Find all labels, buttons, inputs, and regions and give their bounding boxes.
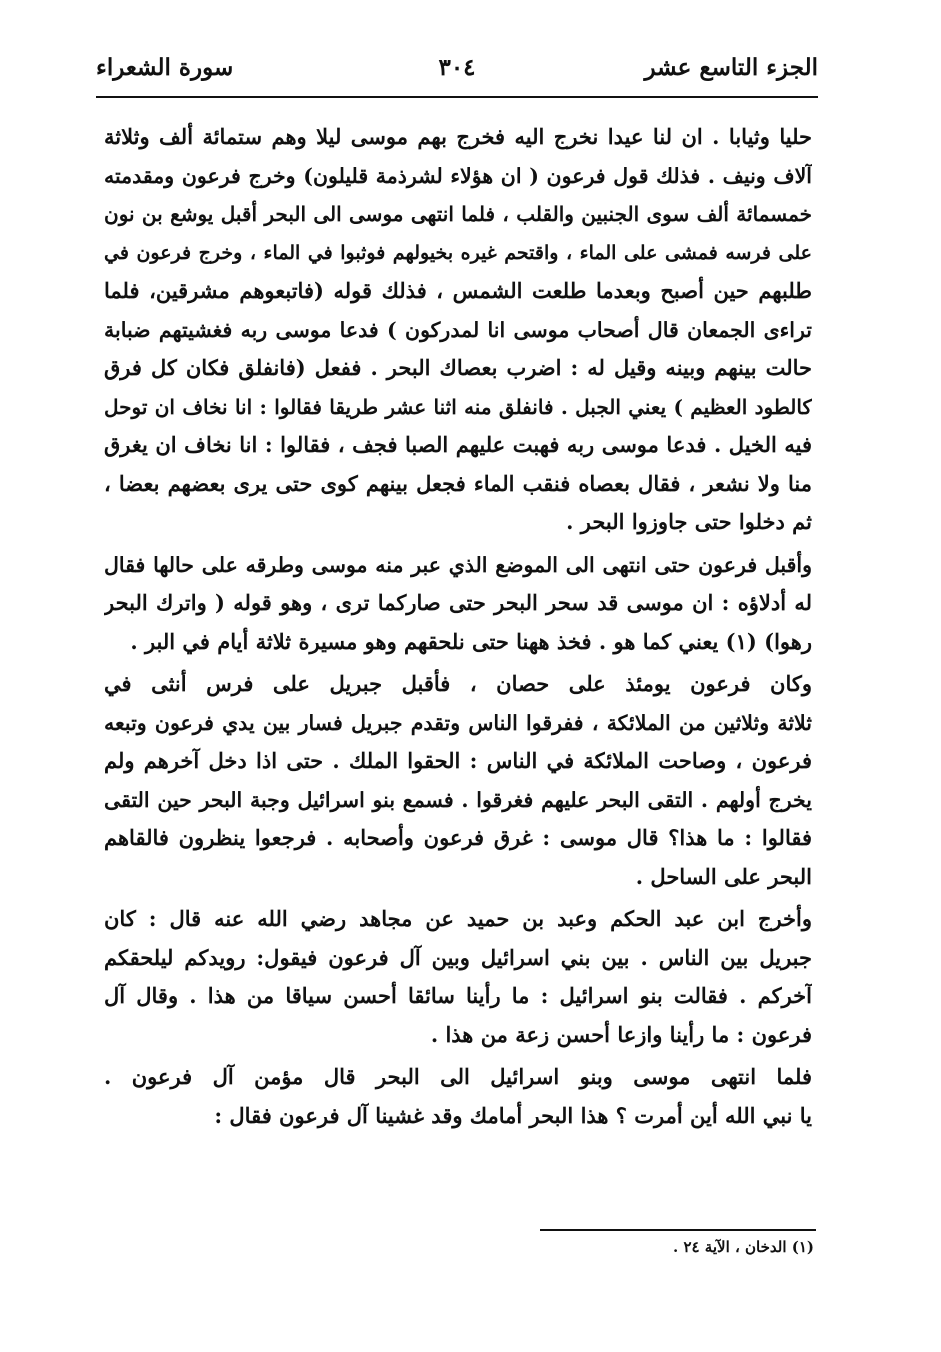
paragraph bbox=[104, 900, 812, 1054]
text-line: على فرسه فمشى على الماء ، واقتحم غيره بخيولهم فوثبوا في الماء ، وخرج فرعون في bbox=[104, 241, 812, 264]
text-line: كالطود العظيم ) يعني الجبل . فانفلق منه اثنا عشر طريقا فقالوا : انا نخاف ان توحل bbox=[104, 394, 812, 419]
text-line: تراءى الجمعان قال أصحاب موسى انا لمدركون ) فدعا موسى ربه فغشيتهم ضبابة bbox=[104, 317, 812, 342]
text-line: رهوا) (١) يعني كما هو . فخذ ههنا حتى نلحقهم وهو مسيرة ثلاثة أيام في البر . bbox=[130, 628, 812, 654]
paragraph bbox=[104, 546, 812, 662]
text-line: يخرج أولهم . التقى البحر عليهم فغرقوا . فسمع بنو اسرائيل وجبة البحر حين التقى bbox=[104, 787, 812, 812]
paragraph bbox=[104, 118, 812, 542]
text-line: فيه الخيل . فدعا موسى ربه فهبت عليهم الصبا فجف ، فقالوا : انا نخاف ان يغرق bbox=[104, 432, 812, 457]
text-line: خمسمائة ألف سوى الجنبين والقلب ، فلما انتهى موسى الى البحر أقبل يوشع بن نون bbox=[104, 202, 812, 226]
text-line: منا ولا نشعر ، فقال بعصاه فنقب الماء فجعل بينهم كوى حتى يرى بعضهم بعضا ، bbox=[104, 470, 812, 496]
page-header bbox=[96, 48, 818, 92]
text-line: له أدلاؤه : ان موسى قد سحر البحر حتى صاركما ترى ، وهو قوله ( واترك البحر bbox=[104, 590, 812, 615]
text-line: ثلاثة وثلاثين من الملائكة ، ففرقوا الناس وتقدم جبريل فسار بين يدي فرعون وتبعه bbox=[104, 710, 812, 735]
footnote: (١) الدخان ، الآية ٢٤ . bbox=[673, 1238, 814, 1256]
main-text bbox=[104, 118, 812, 1139]
paragraph bbox=[104, 1058, 812, 1135]
text-line: ثم دخلوا حتى جاوزوا البحر . bbox=[566, 509, 812, 534]
text-line: آلاف ونيف . فذلك قول فرعون ( ان هؤلاء لشرذمة قليلون) وخرج فرعون ومقدمته bbox=[104, 163, 812, 188]
text-line: فلما انتهى موسى وبنو اسرائيل الى البحر قال مؤمن آل فرعون . bbox=[104, 1064, 812, 1089]
text-line: وأخرج ابن عبد الحكم وعبد بن حميد عن مجاهد رضي الله عنه قال : كان bbox=[104, 906, 812, 931]
paragraph bbox=[104, 665, 812, 896]
part-title: الجزء التاسع عشر bbox=[644, 54, 818, 81]
footnote-divider bbox=[540, 1229, 816, 1231]
text-line: البحر على الساحل . bbox=[635, 863, 812, 889]
text-line: جبريل بين الناس . بين بني اسرائيل وبين آل فرعون فيقول: رويدكم ليلحقكم bbox=[104, 944, 812, 970]
text-line: فقالوا : ما هذا؟ قال موسى : غرق فرعون وأصحابه . فرجعوا ينظرون فالقاهم bbox=[104, 825, 812, 850]
text-line: حليا وثيابا . ان لنا عيدا نخرج اليه فخرج بهم موسى ليلا وهم ستمائة ألف وثلاثة bbox=[104, 124, 812, 149]
text-line: طلبهم حين أصبح وبعدما طلعت الشمس ، فذلك قوله (فاتبعوهم مشرقين، فلما bbox=[104, 278, 812, 303]
text-line: آخركم . فقالت بنو اسرائيل : ما رأينا سائقا أحسن سياقا من هذا . وقال آل bbox=[104, 983, 812, 1008]
text-line: فرعون ، وصاحت الملائكة في الناس : الحقوا الملك . حتى اذا دخل آخرهم ولم bbox=[104, 748, 812, 773]
text-line: وكان فرعون يومئذ على حصان ، فأقبل جبريل على فرس أنثى في bbox=[104, 671, 812, 696]
text-line: حالت بينهم وبينه وقيل له : اضرب بعصاك البحر . ففعل (فانفلق فكان كل فرق bbox=[104, 355, 812, 380]
text-line: فرعون : ما رأينا وازعا أحسن زعة من هذا . bbox=[430, 1021, 812, 1047]
text-line: يا نبي الله أين أمرت ؟ هذا البحر أمامك وقد غشينا آل فرعون فقال : bbox=[214, 1102, 812, 1128]
surah-title: سورة الشعراء bbox=[96, 54, 234, 81]
text-line: وأقبل فرعون حتى انتهى الى الموضع الذي عبر منه موسى وطرقه على حالها فقال bbox=[104, 552, 812, 577]
header-divider bbox=[96, 96, 818, 98]
page-number: ٣٠٤ bbox=[438, 54, 476, 81]
